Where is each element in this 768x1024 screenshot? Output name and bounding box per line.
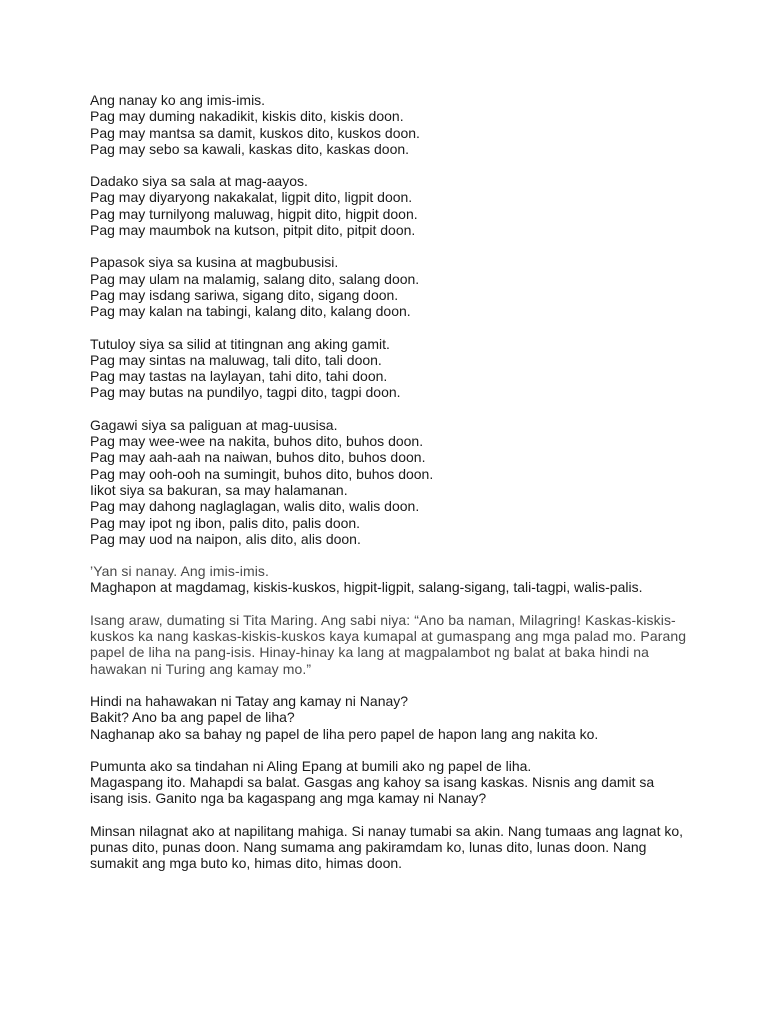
text-line: Pag may butas na pundilyo, tagpi dito, tagpi doon.: [90, 384, 401, 401]
text-line: Papasok siya sa kusina at magbubusisi.: [90, 254, 339, 271]
text-line: Pag may uod na naipon, alis dito, alis doon.: [90, 530, 361, 547]
text-line: isang isis. Ganito nga ba kagaspang ang mga kamay ni Nanay?: [90, 790, 487, 807]
text-line: Pag may mantsa sa damit, kuskos dito, kuskos doon.: [90, 124, 420, 141]
text-line: Pag may turnilyong maluwag, higpit dito, higpit doon.: [90, 205, 418, 222]
stanza-3: [90, 254, 690, 319]
text-line: Pag may kalan na tabingi, kalang dito, kalang doon.: [90, 303, 411, 320]
stanza-2: [90, 173, 690, 238]
text-line: Maghapon at magdamag, kiskis-kuskos, higpit-ligpit, salang-sigang, tali-tagpi, walis-palis.: [90, 579, 643, 596]
text-line: Pag may dahong naglaglagan, walis dito, walis doon.: [90, 498, 420, 515]
text-line: Pag may sebo sa kawali, kaskas dito, kaskas doon.: [90, 140, 410, 157]
text-line: Pag may isdang sariwa, sigang dito, sigang doon.: [90, 286, 399, 303]
paragraph-2: [90, 693, 690, 742]
text-line: Pag may ulam na malamig, salang dito, salang doon.: [90, 270, 420, 287]
text-line: Pag may duming nakadikit, kiskis dito, kiskis doon.: [90, 108, 404, 125]
text-line: ’Yan si nanay. Ang imis-imis.: [90, 563, 270, 580]
text-line: Gagawi siya sa paliguan at mag-uusisa.: [90, 416, 338, 433]
text-line: Pag may aah-aah na naiwan, buhos dito, buhos doon.: [90, 449, 426, 466]
document-body: [90, 92, 690, 888]
text-line: Pag may ipot ng ibon, palis dito, palis doon.: [90, 514, 361, 531]
text-line: Pag may maumbok na kutson, pitpit dito, pitpit doon.: [90, 222, 416, 239]
text-line: Iikot siya sa bakuran, sa may halamanan.: [90, 481, 348, 498]
paragraph-3: [90, 758, 690, 807]
stanza-4: [90, 336, 690, 401]
stanza-1: [90, 92, 690, 157]
text-line: Tutuloy siya sa silid at titingnan ang aking gamit.: [90, 335, 390, 352]
text-line: sumakit ang mga buto ko, himas dito, himas doon.: [90, 855, 403, 872]
paragraph-4: [90, 823, 690, 872]
text-line: Isang araw, dumating si Tita Maring. Ang sabi niya: “Ano ba naman, Milagring! Kaskas-kiskis-: [90, 611, 676, 628]
text-line: Ang nanay ko ang imis-imis.: [90, 92, 266, 108]
paragraph-1: [90, 612, 690, 677]
text-line: Pag may ooh-ooh na sumingit, buhos dito, buhos doon.: [90, 465, 434, 482]
text-line: Dadako siya sa sala at mag-aayos.: [90, 173, 308, 190]
text-line: Hindi na hahawakan ni Tatay ang kamay ni Nanay?: [90, 692, 409, 709]
text-line: Magaspang ito. Mahapdi sa balat. Gasgas ang kahoy sa isang kaskas. Nisnis ang damit sa: [90, 774, 655, 791]
text-line: Minsan nilagnat ako at napilitang mahiga. Si nanay tumabi sa akin. Nang tumaas ang lagnat ko,: [90, 822, 684, 839]
text-line: kuskos ka nang kaskas-kiskis-kuskos kaya kumapal at gumaspang ang mga palad mo. Parang: [90, 628, 687, 645]
stanza-6: [90, 563, 690, 596]
text-line: Naghanap ako sa bahay ng papel de liha pero papel de hapon lang ang nakita ko.: [90, 725, 599, 742]
text-line: Pag may sintas na maluwag, tali dito, tali doon.: [90, 351, 382, 368]
text-line: Pag may diyaryong nakakalat, ligpit dito, ligpit doon.: [90, 189, 413, 206]
stanza-5: [90, 417, 690, 547]
text-line: Pag may wee-wee na nakita, buhos dito, buhos doon.: [90, 433, 424, 450]
text-line: Bakit? Ano ba ang papel de liha?: [90, 709, 295, 726]
text-line: papel de liha na pang-isis. Hinay-hinay ka lang at magpalambot ng balat at baka hindi na: [90, 644, 650, 661]
text-line: Pumunta ako sa tindahan ni Aling Epang at bumili ako ng papel de liha.: [90, 757, 532, 774]
text-line: Pag may tastas na laylayan, tahi dito, tahi doon.: [90, 368, 388, 385]
text-line: punas dito, punas doon. Nang sumama ang pakiramdam ko, lunas dito, lunas doon. Nang: [90, 838, 647, 855]
text-line: hawakan ni Turing ang kamay mo.”: [90, 660, 312, 677]
